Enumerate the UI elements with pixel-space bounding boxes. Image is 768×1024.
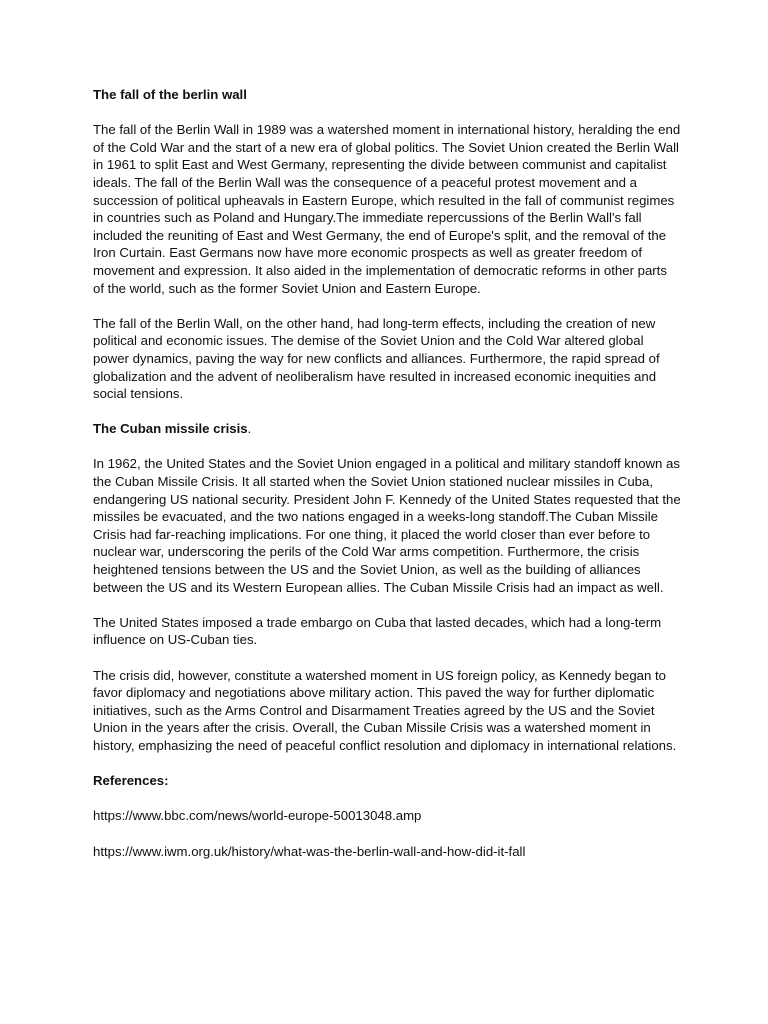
spacer xyxy=(93,825,681,843)
cuban-crisis-paragraph-2: The United States imposed a trade embargo on Cuba that lasted decades, which had a long-term influence on US-Cuban ties. xyxy=(93,614,662,648)
cuban-crisis-heading: The Cuban missile crisis xyxy=(93,421,248,437)
spacer xyxy=(93,297,681,315)
spacer xyxy=(93,790,681,808)
reference-link-bbc[interactable]: https://www.bbc.com/news/world-europe-50013048.amp xyxy=(93,808,422,824)
spacer xyxy=(93,596,681,614)
cuban-crisis-heading-period: . xyxy=(247,421,252,437)
reference-link-iwm[interactable]: https://www.iwm.org.uk/history/what-was-the-berlin-wall-and-how-did-it-fall xyxy=(93,843,526,859)
spacer xyxy=(93,403,681,421)
document-title: The fall of the berlin wall xyxy=(93,87,247,102)
spacer xyxy=(93,104,681,122)
cuban-crisis-heading-line xyxy=(93,420,681,438)
references-heading: References: xyxy=(93,773,169,789)
document-page xyxy=(93,86,681,860)
cuban-crisis-paragraph-1: In 1962, the United States and the Soviet Union engaged in a political and military standoff known as the Cuban Missile Crisis. It all started when the Soviet Union stationed nuclear missiles in Cuba, endangering US national security. President John F. Kennedy of the United States requested that the missiles be evacuated, and the two nations engaged in a weeks-long standoff.The Cuban Missile Crisis had far-reaching implications. For one thing, it placed the world closer than ever before to nuclear war, underscoring the perils of the Cold War arms competition. Furthermore, the crisis heightened tensions between the US and the Soviet Union, as well as the building of alliances between the US and its Western European allies. The Cuban Missile Crisis had an impact as well. xyxy=(93,456,681,595)
cuban-crisis-paragraph-3: The crisis did, however, constitute a watershed moment in US foreign policy, as Kennedy began to favor diplomacy and negotiations above military action. This paved the way for further diplomatic initiatives, such as the Arms Control and Disarmament Treaties agreed by the US and the Soviet Union in the years after the crisis. Overall, the Cuban Missile Crisis was a watershed moment in history, emphasizing the need of peaceful conflict resolution and diplomacy in international relations. xyxy=(93,667,677,753)
berlin-wall-paragraph-1: The fall of the Berlin Wall in 1989 was a watershed moment in international history, heralding the end of the Cold War and the start of a new era of global politics. The Soviet Union created the Berlin Wall in 1961 to split East and West Germany, representing the divide between communist and capitalist ideals. The fall of the Berlin Wall was the consequence of a peaceful protest movement and a succession of political upheavals in Eastern Europe, which resulted in the fall of communist regimes in countries such as Poland and Hungary.The immediate repercussions of the Berlin Wall's fall included the reuniting of East and West Germany, the end of Europe's split, and the removal of the Iron Curtain. East Germans now have more economic prospects as well as greater freedom of movement and expression. It also aided in the implementation of democratic reforms in other parts of the world, such as the former Soviet Union and Eastern Europe. xyxy=(93,122,681,296)
spacer xyxy=(93,755,681,773)
spacer xyxy=(93,649,681,667)
spacer xyxy=(93,438,681,456)
berlin-wall-paragraph-2: The fall of the Berlin Wall, on the other hand, had long-term effects, including the creation of new political and economic issues. The demise of the Soviet Union and the Cold War altered global power dynamics, paving the way for new conflicts and alliances. Furthermore, the rapid spread of globalization and the advent of neoliberalism have resulted in increased economic inequities and social tensions. xyxy=(93,315,660,402)
